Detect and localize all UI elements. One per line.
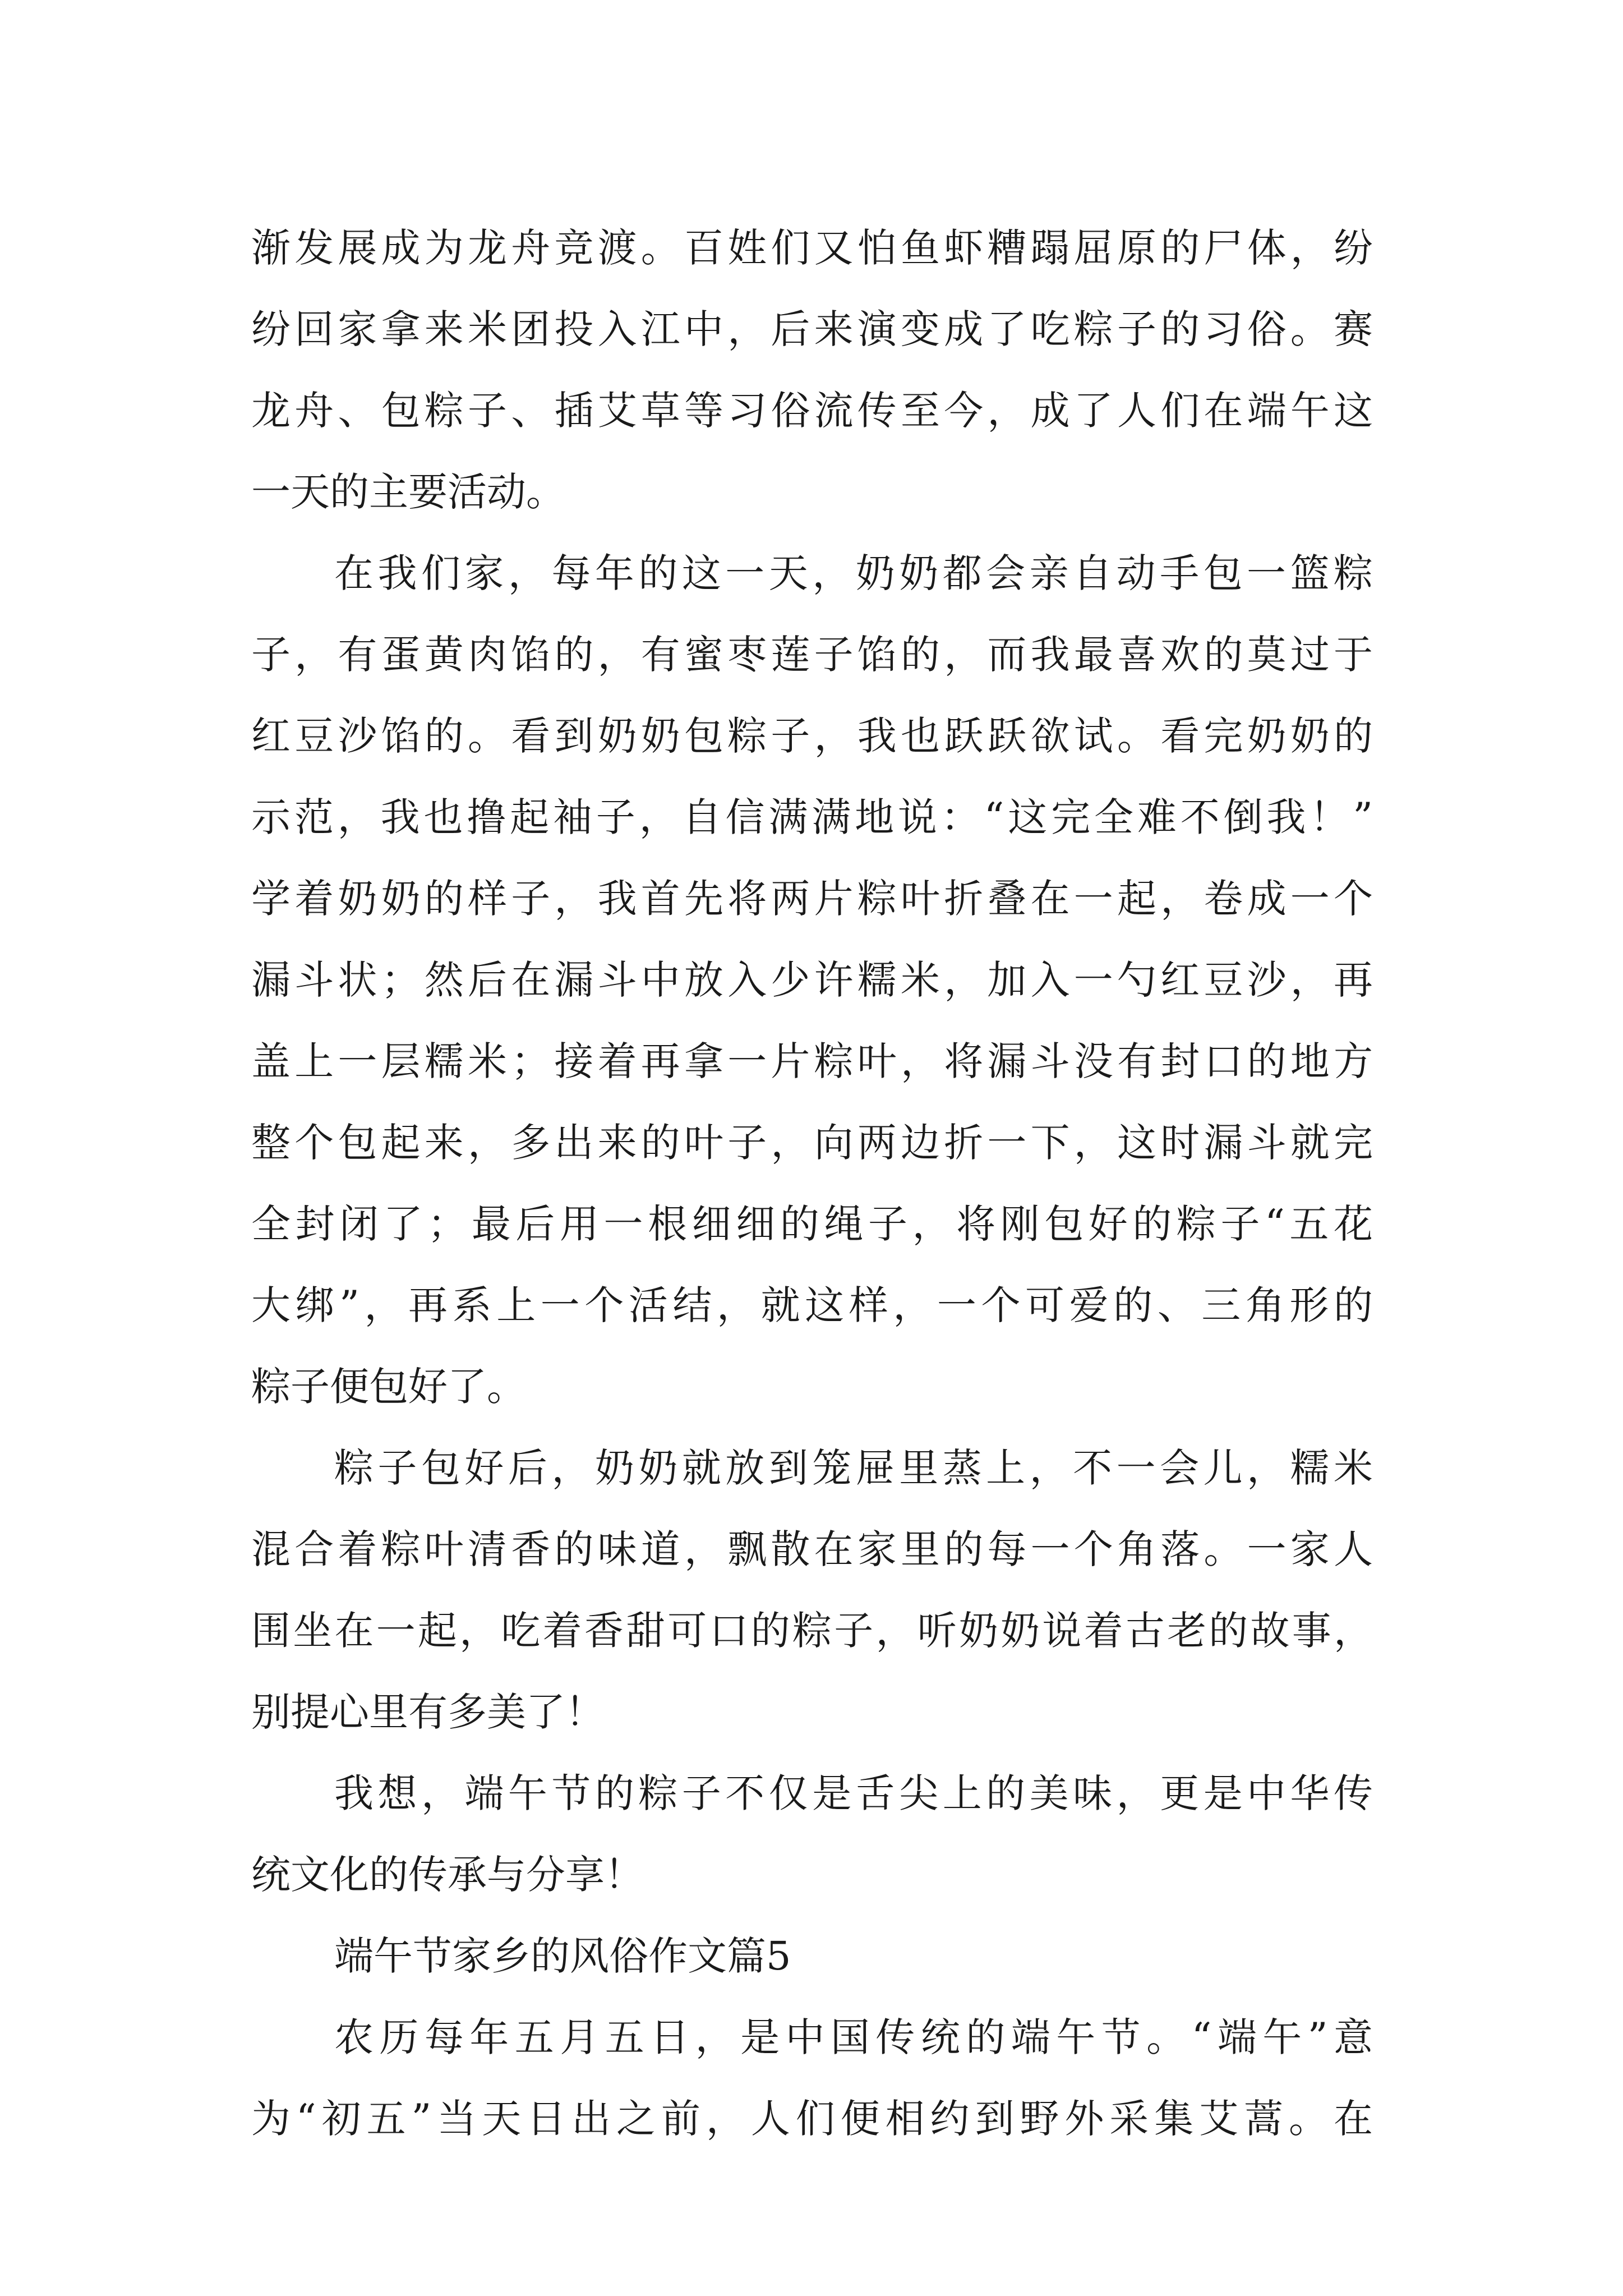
paragraph-start-line: 我想，端午节的粽子不仅是舌尖上的美味，更是中华传 — [334, 1770, 1373, 1816]
text-line: 围坐在一起，吃着香甜可口的粽子，听奶奶说着古老的故事， — [251, 1608, 1373, 1654]
paragraph-start-line: 农历每年五月五日，是中国传统的端午节。“端午”意 — [334, 2014, 1373, 2060]
text-line: 一天的主要活动。 — [251, 469, 565, 515]
text-line: 统文化的传承与分享！ — [251, 1852, 644, 1898]
paragraph-start-line: 在我们家，每年的这一天，奶奶都会亲自动手包一篮粽 — [334, 550, 1373, 596]
text-line: 漏斗状；然后在漏斗中放入少许糯米，加入一勺红豆沙，再 — [251, 957, 1373, 1003]
text-line: 示范，我也撸起袖子，自信满满地说：“这完全难不倒我！” — [251, 794, 1373, 840]
text-line: 子，有蛋黄肉馅的，有蜜枣莲子馅的，而我最喜欢的莫过于 — [251, 632, 1373, 678]
document-page — [251, 208, 1373, 2160]
text-line: 龙舟、包粽子、插艾草等习俗流传至今，成了人们在端午这 — [251, 388, 1373, 434]
text-line: 学着奶奶的样子，我首先将两片粽叶折叠在一起，卷成一个 — [251, 876, 1373, 922]
text-line: 粽子便包好了。 — [251, 1364, 526, 1410]
section-heading: 端午节家乡的风俗作文篇5 — [334, 1933, 791, 1979]
text-line: 为“初五”当天日出之前，人们便相约到野外采集艾蒿。在 — [251, 2096, 1373, 2142]
paragraph-start-line: 粽子包好后，奶奶就放到笼屉里蒸上，不一会儿，糯米 — [334, 1445, 1373, 1491]
text-line: 盖上一层糯米；接着再拿一片粽叶，将漏斗没有封口的地方 — [251, 1038, 1373, 1084]
text-line: 大绑”，再系上一个活结，就这样，一个可爱的、三角形的 — [251, 1282, 1373, 1328]
text-line: 红豆沙馅的。看到奶奶包粽子，我也跃跃欲试。看完奶奶的 — [251, 713, 1373, 759]
text-line: 纷回家拿来米团投入江中，后来演变成了吃粽子的习俗。赛 — [251, 306, 1373, 352]
text-line: 整个包起来，多出来的叶子，向两边折一下，这时漏斗就完 — [251, 1120, 1373, 1166]
text-line: 全封闭了；最后用一根细细的绳子，将刚包好的粽子“五花 — [251, 1201, 1373, 1247]
text-line: 混合着粽叶清香的味道，飘散在家里的每一个角落。一家人 — [251, 1526, 1373, 1572]
text-line: 渐发展成为龙舟竞渡。百姓们又怕鱼虾糟蹋屈原的尸体，纷 — [251, 225, 1373, 271]
text-line: 别提心里有多美了！ — [251, 1689, 605, 1735]
